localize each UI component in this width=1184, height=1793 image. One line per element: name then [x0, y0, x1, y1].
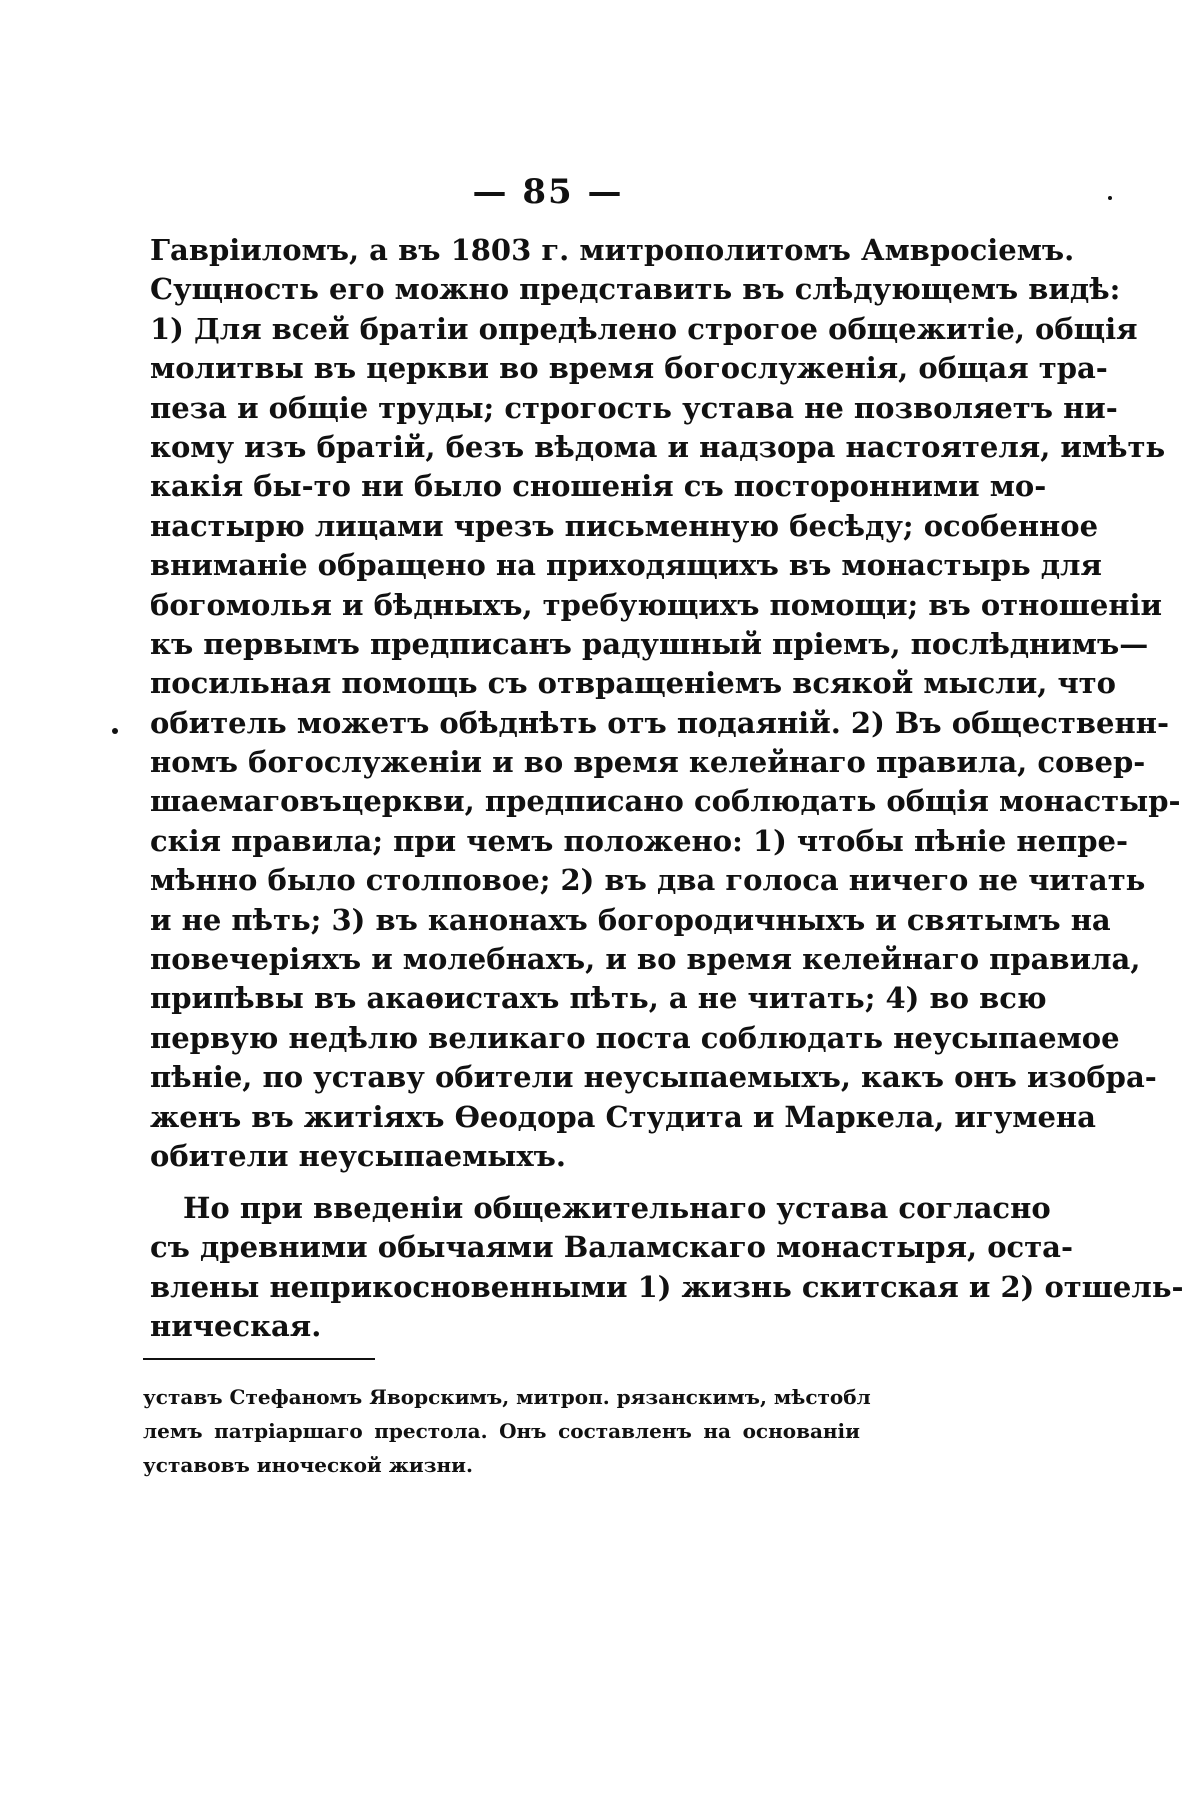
- text-line: Но при введеніи общежительнаго устава согласно: [183, 1191, 1051, 1225]
- text-line: съ древними обычаями Валамскаго монастыря, оста-: [150, 1230, 1074, 1265]
- text-line: настырю лицами чрезъ письменную бесѣду; особенное: [150, 508, 1099, 543]
- text-line: пеза и общіе труды; строгость устава не позволяетъ ни-: [150, 390, 1118, 425]
- text-line: шаемаговъцеркви, предписано соблюдать общія монастыр-: [150, 784, 1181, 819]
- text-line: и не пѣть; 3) въ канонахъ богородичныхъ и святымъ на: [150, 902, 1111, 937]
- footnote-line: уставъ Стефаномъ Яворскимъ, митроп. рязанскимъ, мѣстобл: [143, 1385, 871, 1409]
- text-line: молитвы въ церкви во время богослуженія, общая тра-: [150, 351, 1108, 386]
- text-line: вниманіе обращено на приходящихъ въ монастырь для: [150, 548, 1102, 583]
- text-line: влены неприкосновенными 1) жизнь скитская и 2) отшель-: [150, 1269, 1184, 1304]
- text-line: мѣнно было столповое; 2) въ два голоса ничего не читать: [150, 863, 1146, 898]
- footnote-divider: [143, 1358, 375, 1360]
- main-text-block: [150, 231, 1181, 1176]
- text-line: обители неусыпаемыхъ.: [150, 1138, 566, 1173]
- text-line: обитель можетъ обѣднѣть отъ подаяній. 2) Въ общественн-: [150, 705, 1169, 740]
- text-line: къ первымъ предписанъ радушный пріемъ, послѣднимъ—: [150, 626, 1149, 661]
- text-line: скія правила; при чемъ положено: 1) чтобы пѣніе непре-: [150, 823, 1129, 858]
- footnote-line: лемъ патріаршаго престола. Онъ составленъ на основаніи: [143, 1419, 860, 1443]
- text-line: первую недѣлю великаго поста соблюдать неусыпаемое: [150, 1020, 1120, 1055]
- text-line: богомолья и бѣдныхъ, требующихъ помощи; въ отношеніи: [150, 587, 1163, 622]
- ink-speck: [1108, 196, 1112, 200]
- text-line: Гавріиломъ, а въ 1803 г. митрополитомъ Амвросіемъ.: [150, 233, 1075, 267]
- text-line: какія бы-то ни было сношенія съ посторонними мо-: [150, 469, 1047, 504]
- second-paragraph: [150, 1189, 1184, 1347]
- page-number: — 85 —: [472, 172, 624, 212]
- text-line: припѣвы въ акаѳистахъ пѣть, а не читать; 4) во всю: [150, 981, 1047, 1016]
- text-line: пѣніе, по уставу обители неусыпаемыхъ, какъ онъ изобра-: [150, 1060, 1157, 1095]
- text-line: посильная помощь съ отвращеніемъ всякой мысли, что: [150, 666, 1116, 701]
- text-line: Сущность его можно представить въ слѣдующемъ видѣ:: [150, 272, 1121, 307]
- footnote-line: уставовъ иноческой жизни.: [143, 1453, 473, 1477]
- text-line: повечеріяхъ и молебнахъ, и во время келейнаго правила,: [150, 942, 1141, 977]
- text-line: 1) Для всей братіи опредѣлено строгое общежитіе, общія: [150, 311, 1138, 346]
- text-line: номъ богослуженіи и во время келейнаго правила, совер-: [150, 745, 1146, 780]
- text-line: ническая.: [150, 1309, 322, 1344]
- text-line: кому изъ братій, безъ вѣдома и надзора настоятеля, имѣть: [150, 429, 1166, 464]
- text-line: женъ въ житіяхъ Ѳеодора Студита и Маркела, игумена: [150, 1099, 1096, 1134]
- ink-speck: [112, 728, 118, 734]
- footnote: [143, 1380, 871, 1482]
